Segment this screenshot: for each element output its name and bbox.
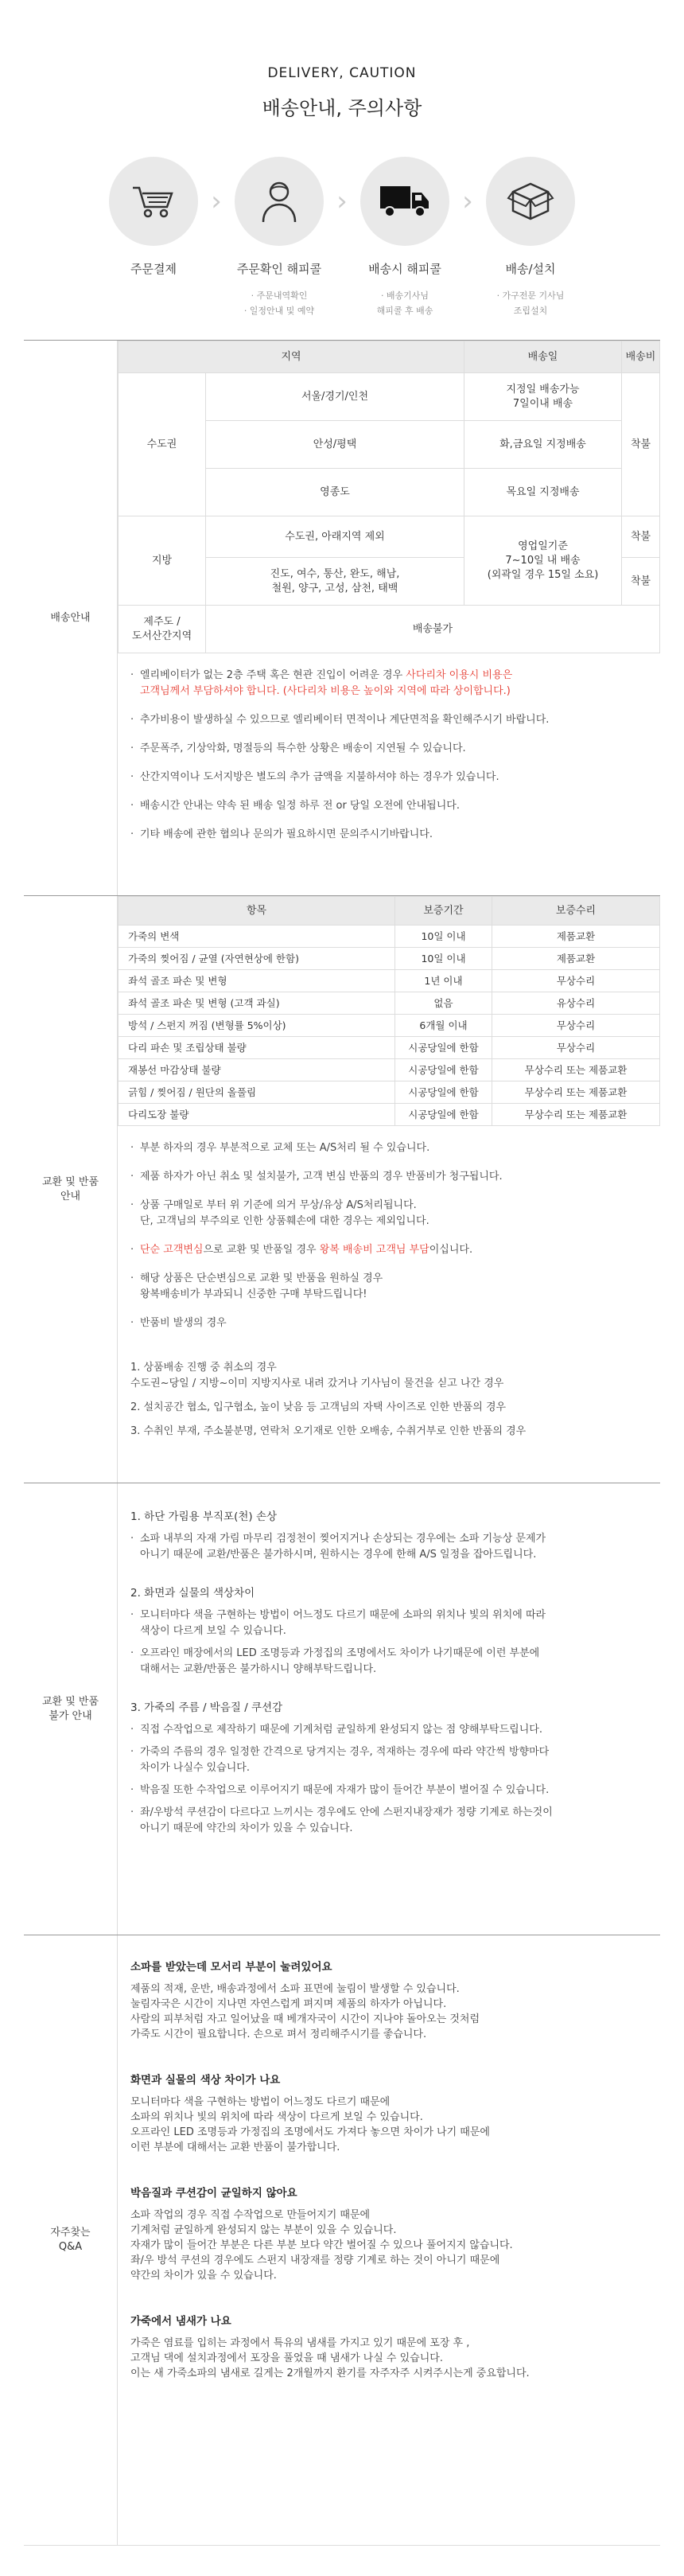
col-period: 보증기간 [395,897,492,926]
fee-cell: 착불 [622,558,660,606]
repair-cell: 무상수리 [492,1037,660,1059]
person-icon [235,157,324,246]
qa-section [24,1935,660,2546]
note-item: · 상품 구매일로 부터 위 기준에 의거 무상/유상 A/S처리됩니다. 단, 고객님의 부주의로 인한 상품훼손에 대한 경우는 제외입니다. [130,1198,647,1230]
qa-answer: 모니터마다 색을 구현하는 방법이 어느정도 다르기 때문에 소파의 위치나 빛의 위치에 따라 색상이 다르게 보일 수 있습니다. 오프라인 LED 조명등과 가정집의 조명에서도 가져다 놓으면 차이가 나기 때문에 이런 부분에 대해서는 교환 반품이 불가합니다. [130,2096,490,2153]
case-item: 1. 상품배송 진행 중 취소의 경우 수도권~당일 / 지방~이미 지방지사로 내려 갔거나 기사님이 물건을 싣고 나간 경우 [130,1362,504,1389]
qa-question: 소파를 받았는데 모서리 부분이 눌려있어요 [130,1961,332,1974]
item-cell: 다리 파손 및 조립상태 불량 [119,1037,395,1059]
section-label: 배송안내 [24,341,118,895]
step-install [479,157,582,318]
note-item: · 소파 내부의 자재 가림 마무리 검정천이 찢어지거나 손상되는 경우에는 소파 기능상 문제가 아니기 때문에 교환/반품은 불가하시며, 원하시는 경우에 한해 A/S 일정을 잡아드립니다. [130,1531,647,1563]
region-group: 지방 [119,516,206,606]
note-item: · 제품 하자가 아닌 취소 및 설치불가, 고객 변심 반품의 경우 반품비가 청구됩니다. [130,1169,647,1185]
step-desc: · 주문내역확인 · 일정안내 및 예약 [243,290,315,316]
region-cell: 영종도 [206,469,464,516]
note-item: · 기타 배송에 관한 협의나 문의가 필요하시면 문의주시기바랍니다. [130,827,647,843]
truck-icon [360,157,449,246]
period-cell: 시공당일에 한함 [395,1081,492,1104]
shipping-notes [118,653,660,871]
repair-cell: 무상수리 또는 제품교환 [492,1081,660,1104]
region-cell: 수도권, 아래지역 제외 [206,516,464,558]
box-icon [486,157,575,246]
table-row [119,1037,660,1059]
chevron-right-icon: › [336,185,348,217]
case-item: 3. 수취인 부재, 주소불분명, 연락처 오기재로 인한 오배송, 수취거부로 인한 반품의 경우 [130,1425,527,1437]
item-cell: 좌석 골조 파손 및 변형 [119,970,395,992]
exchange-section [24,895,660,1483]
date-cell: 화,금요일 지정배송 [464,421,622,469]
shipping-section [24,340,660,895]
date-cell: 배송불가 [206,606,660,653]
section-label: 교환 및 반품 불가 안내 [24,1483,118,1935]
qa-answer: 소파 작업의 경우 직접 수작업으로 만들어지기 때문에 기계처럼 균일하게 완성되지 않는 부분이 있을 수 있습니다. 자재가 많이 들어간 부분은 다른 부분 보다 약간 벌어질 수 있으나 풀어지지 않습니다. 좌/우 방석 쿠션의 경우에도 스펀지 내장재를 정량 기계로 하는 것이 아니기 때문에 약간의 차이가 있을 수 있습니다. [130,2209,513,2282]
note-item [130,1242,647,1258]
period-cell: 10일 이내 [395,948,492,970]
region-cell: 서울/경기/인천 [206,373,464,421]
step-delivery-call [353,157,457,318]
note-item: · 모니터마다 색을 구현하는 방법이 어느정도 다르기 때문에 소파의 위치나 빛의 위치에 따라 색상이 다르게 보일 수 있습니다. [130,1608,647,1639]
caution-list [130,1722,647,1837]
period-cell: 시공당일에 한함 [395,1037,492,1059]
note-item: · 배송시간 안내는 약속 된 배송 일정 하루 전 or 당일 오전에 안내됩니다. [130,798,647,814]
cart-icon [109,157,198,246]
caution-heading: 3. 가죽의 주름 / 박음질 / 쿠션감 [130,1701,283,1714]
return-cost-cases [118,1360,660,1452]
fee-cell: 착불 [622,373,660,516]
note-text: 엘리베이터가 없는 2층 주택 혹은 현관 진입이 어려운 경우 [140,669,406,681]
step-desc: · 배송기사님 해피콜 후 배송 [376,290,433,316]
note-item: · 좌/우방석 쿠션감이 다르다고 느끼시는 경우에도 안에 스펀지내장재가 정량 기계로 하는것이 아니기 때문에 약간의 차이가 있을 수 있습니다. [130,1805,647,1837]
note-item: · 산간지역이나 도서지방은 별도의 추가 금액을 지불하셔야 하는 경우가 있습니다. [130,770,647,785]
region-cell: 안성/평택 [206,421,464,469]
note-item: · 반품비 발생의 경우 [130,1315,647,1331]
note-highlight: 왕복 배송비 고객님 부담 [319,1244,429,1256]
col-fee: 배송비 [622,341,660,373]
note-item: · 직접 수작업으로 제작하기 때문에 기계처럼 균일하게 완성되지 않는 점 양해부탁드립니다. [130,1722,647,1738]
table-row [119,926,660,948]
chevron-right-icon: › [211,185,222,217]
warranty-table [118,896,660,1126]
step-payment [102,157,205,277]
note-item: · 주문폭주, 기상악화, 명절등의 특수한 상황은 배송이 지연될 수 있습니다. [130,741,647,757]
table-row [119,970,660,992]
exchange-notes [118,1126,660,1360]
fee-cell: 착불 [622,516,660,558]
note-item: · 오프라인 매장에서의 LED 조명등과 가정집의 조명에서도 차이가 나기때문에 이런 부분에 대해서는 교환/반품은 불가하시니 양해부탁드립니다. [130,1646,647,1678]
caution-heading: 1. 하단 가림용 부직포(천) 손상 [130,1510,278,1523]
col-item: 항목 [119,897,395,926]
repair-cell: 유상수리 [492,992,660,1015]
note-item: · 부분 하자의 경우 부분적으로 교체 또는 A/S처리 될 수 있습니다. [130,1140,647,1156]
item-cell: 방석 / 스펀지 꺼짐 (변형률 5%이상) [119,1015,395,1037]
table-row [119,1059,660,1081]
section-label: 자주찾는 Q&A [24,1935,118,2545]
page-header [24,0,660,120]
note-item: · 박음질 또한 수작업으로 이루어지기 때문에 자재가 많이 들어간 부분이 벌어질 수 있습니다. [130,1783,647,1799]
caution-list [130,1531,647,1577]
region-group: 제주도 / 도서산간지역 [119,606,206,653]
region-cell: 진도, 여수, 통산, 완도, 해남, 철원, 양구, 고성, 삼천, 태백 [206,558,464,606]
item-cell: 가죽의 변색 [119,926,395,948]
table-row [119,1015,660,1037]
qa-question: 박음질과 쿠션감이 균일하지 않아요 [130,2187,297,2200]
period-cell: 없음 [395,992,492,1015]
item-cell: 좌석 골조 파손 및 변형 (고객 과실) [119,992,395,1015]
col-region: 지역 [119,341,464,373]
note-highlight: 단순 고객변심 [140,1244,204,1256]
caution-heading: 2. 화면과 실물의 색상차이 [130,1587,255,1600]
qa-question: 가죽에서 냄새가 나요 [130,2315,231,2328]
step-title: 배송시 해피콜 [368,262,441,276]
table-row [119,1104,660,1126]
period-cell: 1년 이내 [395,970,492,992]
note-item [130,668,647,700]
date-cell: 지정일 배송가능 7일이내 배송 [464,373,622,421]
section-label: 교환 및 반품 안내 [24,896,118,1483]
date-cell: 목요일 지정배송 [464,469,622,516]
step-title: 주문결제 [130,262,177,276]
qa-answer: 제품의 적재, 운반, 배송과정에서 소파 표면에 눌림이 발생할 수 있습니다. 눌림자국은 시간이 지나면 자연스럽게 펴지며 제품의 하자가 아닙니다. 사람의 피부처럼 자고 일어났을 때 베개자국이 시간이 지나야 돌아오는 것처럼 가죽도 시간이 필요합니다. 손으로 펴서 정리해주시기를 좋습니다. [130,1983,480,2040]
step-title: 주문확인 해피콜 [236,262,322,276]
page-title: 배송안내, 주의사항 [262,97,422,119]
note-item: · 해당 상품은 단순변심으로 교환 및 반품을 원하실 경우 왕복배송비가 부과되니 신중한 구매 부탁드립니다! [130,1271,647,1303]
header-english: DELIVERY, CAUTION [267,65,417,81]
step-title: 배송/설치 [505,262,556,276]
region-group: 수도권 [119,373,206,516]
note-item: · 추가비용이 발생하실 수 있으므로 엘리베이터 면적이나 계단면적을 확인해주시기 바랍니다. [130,712,647,728]
note-highlight: 사다리차 이용시 비용은 고객님께서 부담하셔야 합니다. (사다리차 비용은 높이와 지역에 따라 상이합니다.) [140,669,513,697]
period-cell: 6개월 이내 [395,1015,492,1037]
chevron-right-icon: › [462,185,473,217]
col-date: 배송일 [464,341,622,373]
item-cell: 재봉선 마감상태 불량 [119,1059,395,1081]
note-item: · 가죽의 주름의 경우 일정한 간격으로 당겨지는 경우, 적재하는 경우에 따라 약간씩 방향마다 차이가 나실수 있습니다. [130,1744,647,1776]
period-cell: 10일 이내 [395,926,492,948]
step-confirm-call [227,157,331,318]
caution-section [24,1483,660,1935]
repair-cell: 무상수리 또는 제품교환 [492,1104,660,1126]
repair-cell: 무상수리 [492,1015,660,1037]
caution-list [130,1608,647,1692]
repair-cell: 무상수리 또는 제품교환 [492,1059,660,1081]
step-desc: · 가구전문 기사님 조립설치 [496,290,565,316]
note-text: 이십니다. [429,1244,473,1256]
item-cell: 가죽의 찢어짐 / 균열 (자연현상에 한함) [119,948,395,970]
col-repair: 보증수리 [492,897,660,926]
case-item: 2. 설치공간 협소, 입구협소, 높이 낮음 등 고객님의 자택 사이즈로 인한 반품의 경우 [130,1401,507,1413]
table-row [119,948,660,970]
qa-question: 화면과 실물의 색상 차이가 나요 [130,2074,281,2087]
date-cell: 영업일기준 7~10일 내 배송 (외곽일 경우 15일 소요) [464,516,622,606]
repair-cell: 제품교환 [492,926,660,948]
item-cell: 긁힘 / 찢어짐 / 원단의 올풀림 [119,1081,395,1104]
shipping-table [118,341,660,653]
table-row [119,992,660,1015]
period-cell: 시공당일에 한함 [395,1104,492,1126]
delivery-steps [24,157,660,340]
table-row [119,1081,660,1104]
qa-answer: 가죽은 염료를 입히는 과정에서 특유의 냄새를 가지고 있기 때문에 포장 후 , 고객님 댁에 설치과정에서 포장을 풀었을 때 냄새가 나실 수 있습니다. 이는 새 가죽소파의 냄새로 길게는 2개월까지 환기를 자주자주 시켜주시는게 중요합니다. [130,2337,530,2379]
repair-cell: 무상수리 [492,970,660,992]
period-cell: 시공당일에 한함 [395,1059,492,1081]
repair-cell: 제품교환 [492,948,660,970]
item-cell: 다리도장 불량 [119,1104,395,1126]
note-text: 으로 교환 및 반품일 경우 [203,1244,320,1256]
